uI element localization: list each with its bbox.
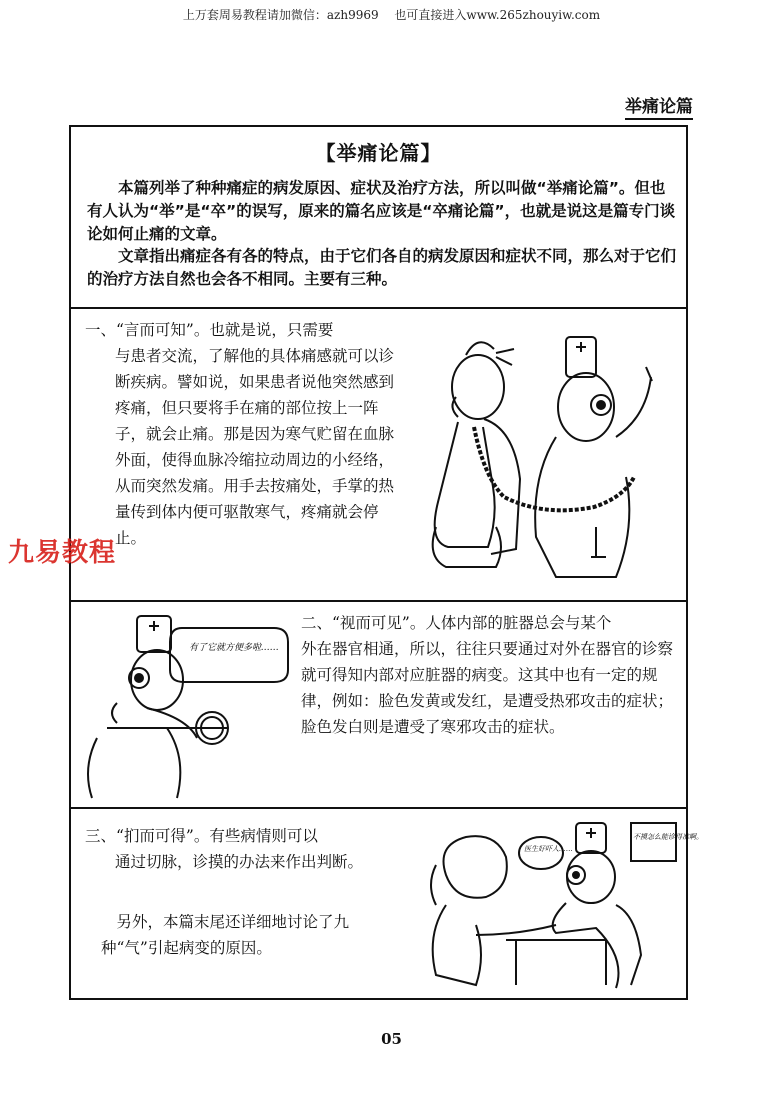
section-2-text: [301, 610, 681, 740]
top-banner: 上万套周易教程请加微信：azh9969 也可直接进入www.265zhouyiw.com: [182, 8, 601, 22]
section-2-body: 外在器官相通，所以，往往只要通过对外在器官的诊察就可得知内部对应脏器的病变。这其中也有一定的规律，例如：脸色发黄或发红，是遭受热邪攻击的症状；脸色发白则是遭受了寒邪攻击的症状。: [301, 640, 674, 736]
bubble-text-magnifier: 有了它就方便多啦……: [189, 643, 280, 653]
intro-section: [71, 127, 686, 309]
bubble-text-patient: 医生好吓人……: [524, 845, 573, 853]
section-2-lead: 二、“视而可见”。人体内部的脏器总会与某个: [301, 614, 612, 632]
section-listen: [71, 309, 686, 602]
intro-paragraph-2: 文章指出痛症各有各的特点，由于它们各自的病发原因和症状不同，那么对于它们的治疗方法自然也会各不相同。主要有三种。: [87, 247, 677, 288]
section-look: [71, 602, 686, 809]
content-frame: [69, 125, 703, 1000]
doctor-stethoscope-illustration: [416, 327, 681, 592]
section-1-body: 与患者交流，了解他的具体痛感就可以诊断疾病。譬如说，如果患者说他突然感到疼痛，但只要将手在痛的部位按上一阵子，就会止痛。那是因为寒气贮留在血脉外面，使得血脉冷缩拉动周边的小经络，从而突然发痛。用手去按痛处，手掌的热量传到体内便可驱散寒气，疼痛就会停止。: [115, 347, 395, 547]
intro-paragraph-1: 本篇列举了种种痛症的病发原因、症状及治疗方法，所以叫做“举痛论篇”。但也有人认为“举”是“卒”的误写，原来的篇名应该是“卒痛论篇”，也就是说这是篇专门谈论如何止痛的文章。: [87, 179, 676, 243]
bubble-text-doctor: 不摸怎么能诊得准啊。: [633, 833, 703, 841]
doctor-magnifier-illustration: [77, 608, 302, 803]
section-3-text: [85, 823, 405, 875]
watermark: 九易教程: [8, 538, 117, 568]
section-3-lead: 三、“扪而可得”。有些病情则可以: [85, 827, 318, 845]
box-title: 【举痛论篇】: [315, 141, 442, 165]
pulse-diagnosis-illustration: [416, 815, 703, 993]
section-touch: [71, 809, 703, 998]
section-3-closing: 另外，本篇末尾还详细地讨论了九种“气”引起病变的原因。: [101, 913, 350, 957]
page-number: 05: [381, 1030, 402, 1048]
running-header-title: 举痛论篇: [625, 92, 693, 120]
section-3-body: 通过切脉，诊摸的办法来作出判断。: [115, 853, 364, 871]
section-1-lead: 一、“言而可知”。也就是说，只需要: [85, 321, 334, 339]
section-1-text: [85, 317, 405, 551]
